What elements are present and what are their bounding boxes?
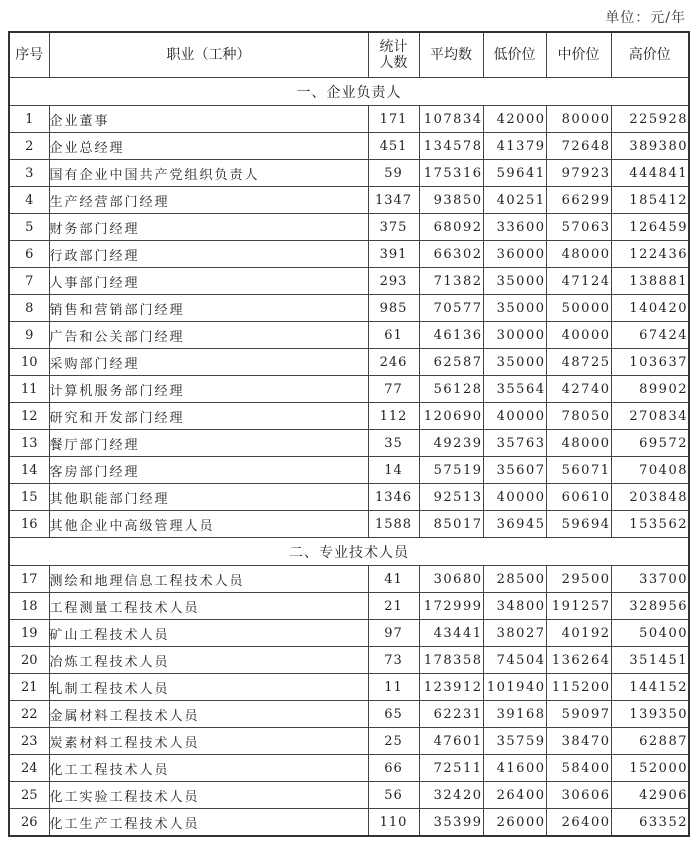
cell-high: 203848 [611, 484, 689, 511]
cell-seq: 3 [9, 160, 49, 187]
cell-count: 1347 [368, 187, 419, 214]
cell-mid: 38470 [546, 728, 611, 755]
cell-average: 62231 [419, 701, 483, 728]
cell-occupation: 冶炼工程技术人员 [49, 647, 368, 674]
cell-average: 93850 [419, 187, 483, 214]
cell-seq: 22 [9, 701, 49, 728]
cell-low: 101940 [483, 674, 546, 701]
cell-occupation: 轧制工程技术人员 [49, 674, 368, 701]
table-row [9, 620, 689, 647]
cell-high: 67424 [611, 322, 689, 349]
cell-low: 28500 [483, 566, 546, 593]
cell-mid: 60610 [546, 484, 611, 511]
cell-high: 50400 [611, 620, 689, 647]
cell-average: 32420 [419, 782, 483, 809]
table-row [9, 728, 689, 755]
cell-mid: 50000 [546, 295, 611, 322]
cell-high: 126459 [611, 214, 689, 241]
cell-count: 985 [368, 295, 419, 322]
cell-count: 35 [368, 430, 419, 457]
cell-low: 36000 [483, 241, 546, 268]
cell-mid: 72648 [546, 133, 611, 160]
cell-high: 70408 [611, 457, 689, 484]
header-mid: 中价位 [546, 32, 611, 78]
table-row [9, 782, 689, 809]
cell-average: 134578 [419, 133, 483, 160]
cell-mid: 56071 [546, 457, 611, 484]
cell-high: 140420 [611, 295, 689, 322]
cell-low: 35000 [483, 268, 546, 295]
header-count-line2: 人数 [379, 55, 408, 71]
header-average: 平均数 [419, 32, 483, 78]
cell-average: 56128 [419, 376, 483, 403]
cell-high: 225928 [611, 106, 689, 133]
header-seq: 序号 [9, 32, 49, 78]
cell-occupation: 测绘和地理信息工程技术人员 [49, 566, 368, 593]
cell-count: 41 [368, 566, 419, 593]
cell-occupation: 化工工程技术人员 [49, 755, 368, 782]
cell-mid: 42740 [546, 376, 611, 403]
cell-count: 14 [368, 457, 419, 484]
cell-occupation: 销售和营销部门经理 [49, 295, 368, 322]
cell-high: 42906 [611, 782, 689, 809]
cell-low: 41379 [483, 133, 546, 160]
cell-mid: 59694 [546, 511, 611, 538]
cell-occupation: 研究和开发部门经理 [49, 403, 368, 430]
cell-average: 107834 [419, 106, 483, 133]
table-row [9, 457, 689, 484]
cell-high: 351451 [611, 647, 689, 674]
cell-seq: 4 [9, 187, 49, 214]
cell-count: 375 [368, 214, 419, 241]
header-count [368, 32, 419, 78]
cell-seq: 17 [9, 566, 49, 593]
unit-label: 单位：元/年 [605, 10, 686, 26]
cell-count: 11 [368, 674, 419, 701]
cell-mid: 58400 [546, 755, 611, 782]
cell-seq: 6 [9, 241, 49, 268]
cell-mid: 26400 [546, 809, 611, 837]
cell-occupation: 采购部门经理 [49, 349, 368, 376]
cell-count: 110 [368, 809, 419, 837]
cell-count: 59 [368, 160, 419, 187]
cell-low: 34800 [483, 593, 546, 620]
cell-seq: 18 [9, 593, 49, 620]
cell-high: 63352 [611, 809, 689, 837]
cell-count: 391 [368, 241, 419, 268]
cell-low: 26400 [483, 782, 546, 809]
cell-low: 74504 [483, 647, 546, 674]
cell-seq: 2 [9, 133, 49, 160]
cell-low: 30000 [483, 322, 546, 349]
table-row [9, 214, 689, 241]
table-row [9, 133, 689, 160]
cell-average: 123912 [419, 674, 483, 701]
cell-seq: 11 [9, 376, 49, 403]
section-title: 二、专业技术人员 [9, 538, 689, 566]
header-occupation: 职业（工种） [49, 32, 368, 78]
cell-occupation: 国有企业中国共产党组织负责人 [49, 160, 368, 187]
cell-mid: 59097 [546, 701, 611, 728]
cell-low: 38027 [483, 620, 546, 647]
cell-seq: 9 [9, 322, 49, 349]
cell-count: 21 [368, 593, 419, 620]
cell-count: 246 [368, 349, 419, 376]
cell-mid: 80000 [546, 106, 611, 133]
cell-average: 175316 [419, 160, 483, 187]
cell-mid: 29500 [546, 566, 611, 593]
cell-high: 69572 [611, 430, 689, 457]
cell-low: 40251 [483, 187, 546, 214]
cell-high: 103637 [611, 349, 689, 376]
cell-occupation: 行政部门经理 [49, 241, 368, 268]
table-row [9, 241, 689, 268]
cell-average: 172999 [419, 593, 483, 620]
cell-average: 85017 [419, 511, 483, 538]
cell-mid: 66299 [546, 187, 611, 214]
cell-occupation: 人事部门经理 [49, 268, 368, 295]
table-row [9, 674, 689, 701]
table-body [9, 78, 689, 837]
cell-mid: 30606 [546, 782, 611, 809]
cell-high: 144152 [611, 674, 689, 701]
cell-occupation: 餐厅部门经理 [49, 430, 368, 457]
cell-low: 42000 [483, 106, 546, 133]
cell-average: 178358 [419, 647, 483, 674]
cell-average: 43441 [419, 620, 483, 647]
cell-mid: 136264 [546, 647, 611, 674]
cell-count: 61 [368, 322, 419, 349]
cell-seq: 19 [9, 620, 49, 647]
table-row [9, 430, 689, 457]
section-title: 一、企业负责人 [9, 78, 689, 106]
table-row [9, 322, 689, 349]
cell-mid: 47124 [546, 268, 611, 295]
cell-mid: 57063 [546, 214, 611, 241]
table-row [9, 268, 689, 295]
cell-seq: 7 [9, 268, 49, 295]
cell-average: 62587 [419, 349, 483, 376]
cell-high: 138881 [611, 268, 689, 295]
table-row [9, 484, 689, 511]
cell-high: 122436 [611, 241, 689, 268]
cell-seq: 13 [9, 430, 49, 457]
cell-average: 30680 [419, 566, 483, 593]
cell-average: 57519 [419, 457, 483, 484]
header-row [9, 32, 689, 78]
cell-occupation: 客房部门经理 [49, 457, 368, 484]
cell-high: 33700 [611, 566, 689, 593]
cell-low: 40000 [483, 403, 546, 430]
cell-occupation: 广告和公关部门经理 [49, 322, 368, 349]
cell-occupation: 金属材料工程技术人员 [49, 701, 368, 728]
cell-occupation: 化工生产工程技术人员 [49, 809, 368, 837]
cell-seq: 12 [9, 403, 49, 430]
cell-average: 92513 [419, 484, 483, 511]
cell-count: 451 [368, 133, 419, 160]
table-row [9, 647, 689, 674]
cell-count: 25 [368, 728, 419, 755]
table-row [9, 349, 689, 376]
cell-average: 46136 [419, 322, 483, 349]
cell-occupation: 矿山工程技术人员 [49, 620, 368, 647]
cell-average: 68092 [419, 214, 483, 241]
cell-mid: 40192 [546, 620, 611, 647]
cell-high: 152000 [611, 755, 689, 782]
table-row [9, 566, 689, 593]
cell-occupation: 财务部门经理 [49, 214, 368, 241]
cell-occupation: 企业董事 [49, 106, 368, 133]
cell-mid: 191257 [546, 593, 611, 620]
cell-high: 185412 [611, 187, 689, 214]
cell-high: 62887 [611, 728, 689, 755]
table-row [9, 295, 689, 322]
cell-average: 47601 [419, 728, 483, 755]
table-row [9, 755, 689, 782]
table-row [9, 160, 689, 187]
cell-seq: 26 [9, 809, 49, 837]
cell-high: 139350 [611, 701, 689, 728]
cell-mid: 48725 [546, 349, 611, 376]
cell-count: 77 [368, 376, 419, 403]
cell-low: 59641 [483, 160, 546, 187]
cell-occupation: 企业总经理 [49, 133, 368, 160]
cell-count: 65 [368, 701, 419, 728]
cell-count: 112 [368, 403, 419, 430]
cell-count: 1588 [368, 511, 419, 538]
cell-mid: 78050 [546, 403, 611, 430]
cell-occupation: 炭素材料工程技术人员 [49, 728, 368, 755]
cell-mid: 40000 [546, 322, 611, 349]
cell-average: 120690 [419, 403, 483, 430]
cell-occupation: 生产经营部门经理 [49, 187, 368, 214]
cell-low: 35000 [483, 349, 546, 376]
cell-count: 171 [368, 106, 419, 133]
cell-occupation: 计算机服务部门经理 [49, 376, 368, 403]
cell-occupation: 其他企业中高级管理人员 [49, 511, 368, 538]
cell-count: 56 [368, 782, 419, 809]
cell-average: 70577 [419, 295, 483, 322]
cell-low: 35763 [483, 430, 546, 457]
cell-seq: 8 [9, 295, 49, 322]
cell-low: 39168 [483, 701, 546, 728]
section-row [9, 78, 689, 106]
cell-occupation: 化工实验工程技术人员 [49, 782, 368, 809]
cell-mid: 48000 [546, 241, 611, 268]
table-row [9, 403, 689, 430]
cell-count: 66 [368, 755, 419, 782]
cell-count: 73 [368, 647, 419, 674]
cell-seq: 14 [9, 457, 49, 484]
cell-count: 293 [368, 268, 419, 295]
cell-seq: 20 [9, 647, 49, 674]
cell-low: 36945 [483, 511, 546, 538]
cell-low: 33600 [483, 214, 546, 241]
section-row [9, 538, 689, 566]
cell-mid: 48000 [546, 430, 611, 457]
cell-count: 1346 [368, 484, 419, 511]
cell-seq: 10 [9, 349, 49, 376]
header-high: 高价位 [611, 32, 689, 78]
cell-seq: 1 [9, 106, 49, 133]
cell-high: 328956 [611, 593, 689, 620]
cell-average: 71382 [419, 268, 483, 295]
cell-high: 389380 [611, 133, 689, 160]
table-row [9, 376, 689, 403]
cell-low: 35759 [483, 728, 546, 755]
cell-low: 35607 [483, 457, 546, 484]
cell-high: 89902 [611, 376, 689, 403]
header-count-line1: 统计 [379, 39, 408, 55]
cell-seq: 24 [9, 755, 49, 782]
cell-low: 35564 [483, 376, 546, 403]
cell-seq: 5 [9, 214, 49, 241]
cell-occupation: 工程测量工程技术人员 [49, 593, 368, 620]
cell-occupation: 其他职能部门经理 [49, 484, 368, 511]
cell-count: 97 [368, 620, 419, 647]
cell-low: 35000 [483, 295, 546, 322]
cell-high: 444841 [611, 160, 689, 187]
cell-high: 270834 [611, 403, 689, 430]
cell-low: 40000 [483, 484, 546, 511]
cell-seq: 23 [9, 728, 49, 755]
cell-average: 66302 [419, 241, 483, 268]
cell-mid: 97923 [546, 160, 611, 187]
cell-low: 26000 [483, 809, 546, 837]
table-row [9, 106, 689, 133]
cell-average: 72511 [419, 755, 483, 782]
cell-seq: 25 [9, 782, 49, 809]
cell-seq: 21 [9, 674, 49, 701]
cell-average: 49239 [419, 430, 483, 457]
cell-high: 153562 [611, 511, 689, 538]
table-row [9, 187, 689, 214]
cell-seq: 15 [9, 484, 49, 511]
header-low: 低价位 [483, 32, 546, 78]
table-row [9, 809, 689, 837]
cell-low: 41600 [483, 755, 546, 782]
table-row [9, 701, 689, 728]
cell-seq: 16 [9, 511, 49, 538]
table-row [9, 511, 689, 538]
wage-table [8, 31, 690, 837]
cell-mid: 115200 [546, 674, 611, 701]
table-row [9, 593, 689, 620]
cell-average: 35399 [419, 809, 483, 837]
